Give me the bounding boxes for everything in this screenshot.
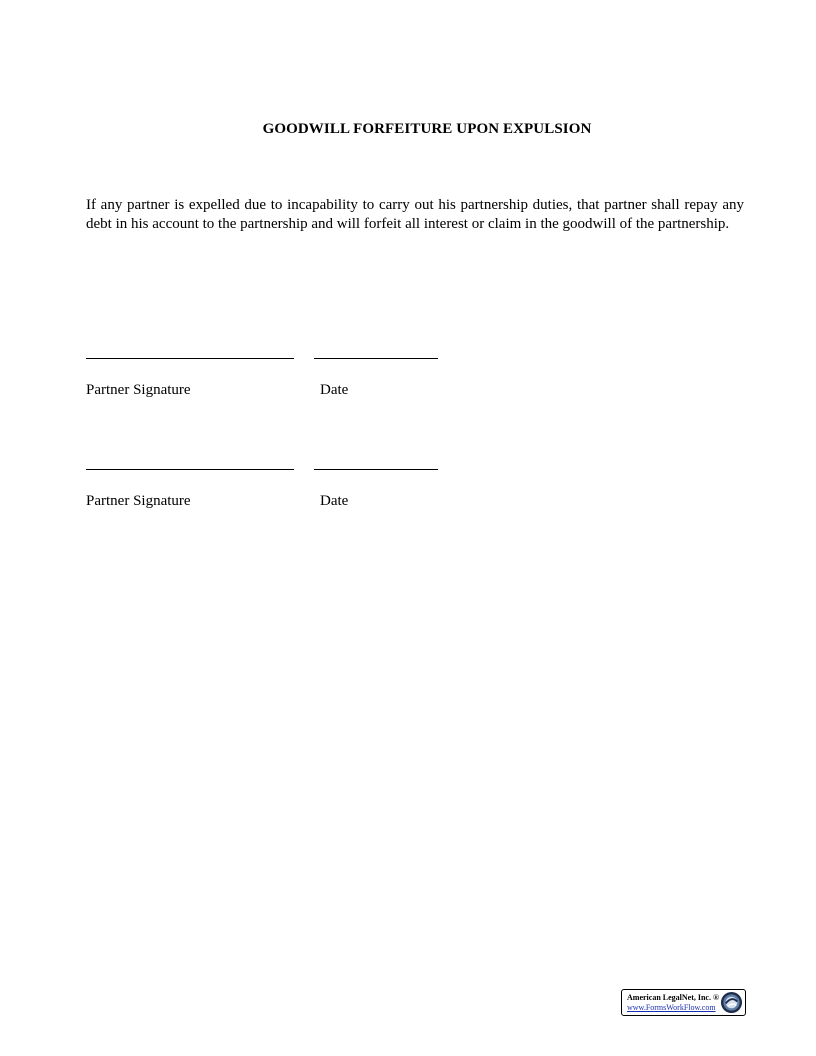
date-line [314,469,438,470]
date-label: Date [320,382,349,398]
date-label: Date [320,493,349,509]
signature-line [86,358,294,359]
document-title: GOODWILL FORFEITURE UPON EXPULSION [262,121,592,137]
badge-url-link[interactable]: www.FormsWorkFlow.com [627,1003,716,1012]
footer-badge[interactable] [621,989,746,1016]
globe-logo-icon [720,991,743,1014]
signature-label: Partner Signature [86,382,191,398]
date-line [314,358,438,359]
signature-label: Partner Signature [86,493,191,509]
document-body: If any partner is expelled due to incapability to carry out his partnership duties, that partner shall repay any debt in his account to the partnership and will forfeit all interest or claim in the goodwill of the partnership. [86,197,744,232]
badge-company-name: American LegalNet, Inc. ® [627,993,719,1002]
signature-line [86,469,294,470]
